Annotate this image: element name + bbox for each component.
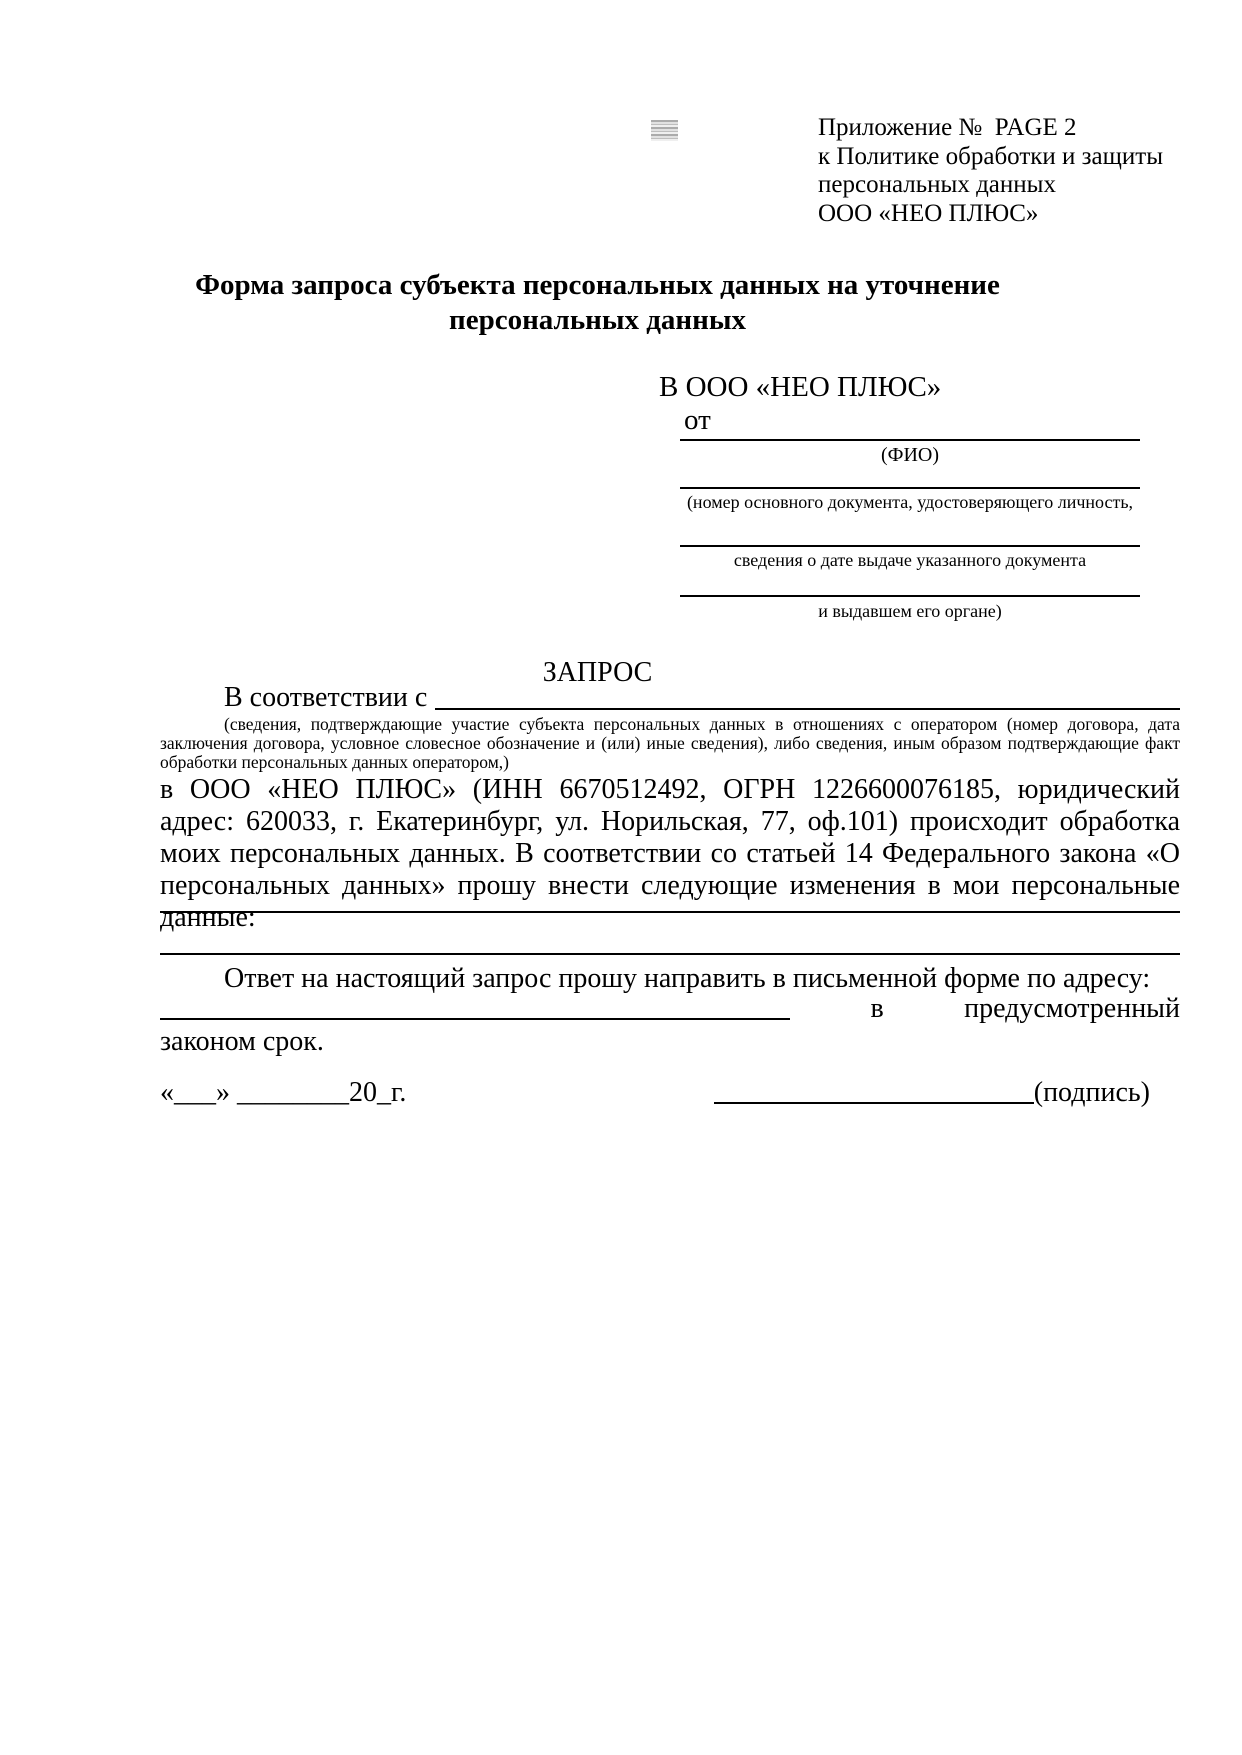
changes-blank-line-2	[160, 953, 1180, 955]
response-word-v: в	[870, 993, 884, 1024]
intro-line	[160, 682, 1180, 714]
fio-caption: (ФИО)	[880, 444, 939, 466]
fio-blank-line	[680, 439, 1140, 441]
policy-line-2: персональных данных	[818, 171, 1056, 198]
request-heading: ЗАПРОС	[542, 657, 653, 688]
issuing-authority-blank-line	[680, 595, 1140, 597]
company-name-line: ООО «НЕО ПЛЮС»	[818, 199, 1039, 227]
signature-area	[714, 1077, 1150, 1109]
addressee-to: В ООО «НЕО ПЛЮС»	[659, 371, 942, 403]
issue-date-blank-line	[680, 545, 1140, 547]
contract-details-note: (сведения, подтверждающие участие субъекта персональных данных в отношениях с оператором (номер договора, дата заключения договора, условное словесное обозначение и (или) иные сведения), либо сведения, иным образом подтверждающие факт обработки персональных данных оператором,)	[160, 714, 1180, 772]
date-blank: «___» ________20_г.	[160, 1077, 407, 1108]
response-word-predusmotrenny: предусмотренный	[964, 993, 1180, 1024]
policy-line-1: к Политике обработки и защиты	[818, 142, 1164, 170]
address-blank-line	[160, 1018, 790, 1020]
response-line-1: Ответ на настоящий запрос прошу направить в письменной форме по адресу:	[224, 963, 1151, 994]
issuing-authority-caption: и выдавшем его органе)	[818, 601, 1002, 621]
form-title-line-1: Форма запроса субъекта персональных данных на уточнение	[195, 269, 1000, 301]
document-number-caption: (номер основного документа, удостоверяющего личность,	[686, 492, 1134, 512]
embedded-object-icon	[651, 120, 678, 141]
document-number-blank-line	[680, 487, 1140, 489]
appendix-number-line: Приложение № PAGE 2	[818, 114, 1077, 141]
changes-blank-line-1	[160, 911, 1180, 913]
response-line-3: законом срок.	[160, 1026, 324, 1057]
issue-date-caption: сведения о дате выдаче указанного документа	[733, 550, 1087, 570]
form-title	[160, 268, 1035, 338]
response-line-2	[160, 993, 1180, 1024]
signature-caption: (подпись)	[1033, 1077, 1150, 1108]
date-signature-row	[160, 1077, 1180, 1109]
form-title-line-2: персональных данных	[449, 304, 746, 336]
basis-blank-line	[435, 708, 1180, 710]
appendix-header	[818, 114, 1163, 228]
signature-blank-line	[714, 1102, 1034, 1104]
intro-prefix: В соответствии с	[224, 682, 428, 713]
request-body-paragraph: в ООО «НЕО ПЛЮС» (ИНН 6670512492, ОГРН 1226600076185, юридический адрес: 620033, г. Екатеринбург, ул. Норильская, 77, оф.101) происходит обработка моих персональных данных. В соответствии со статьей 14 Федерального закона «О персональных данных» прошу внести следующие изменения в мои персональные данные:	[160, 774, 1180, 933]
addressee-from-label: от	[684, 404, 711, 436]
